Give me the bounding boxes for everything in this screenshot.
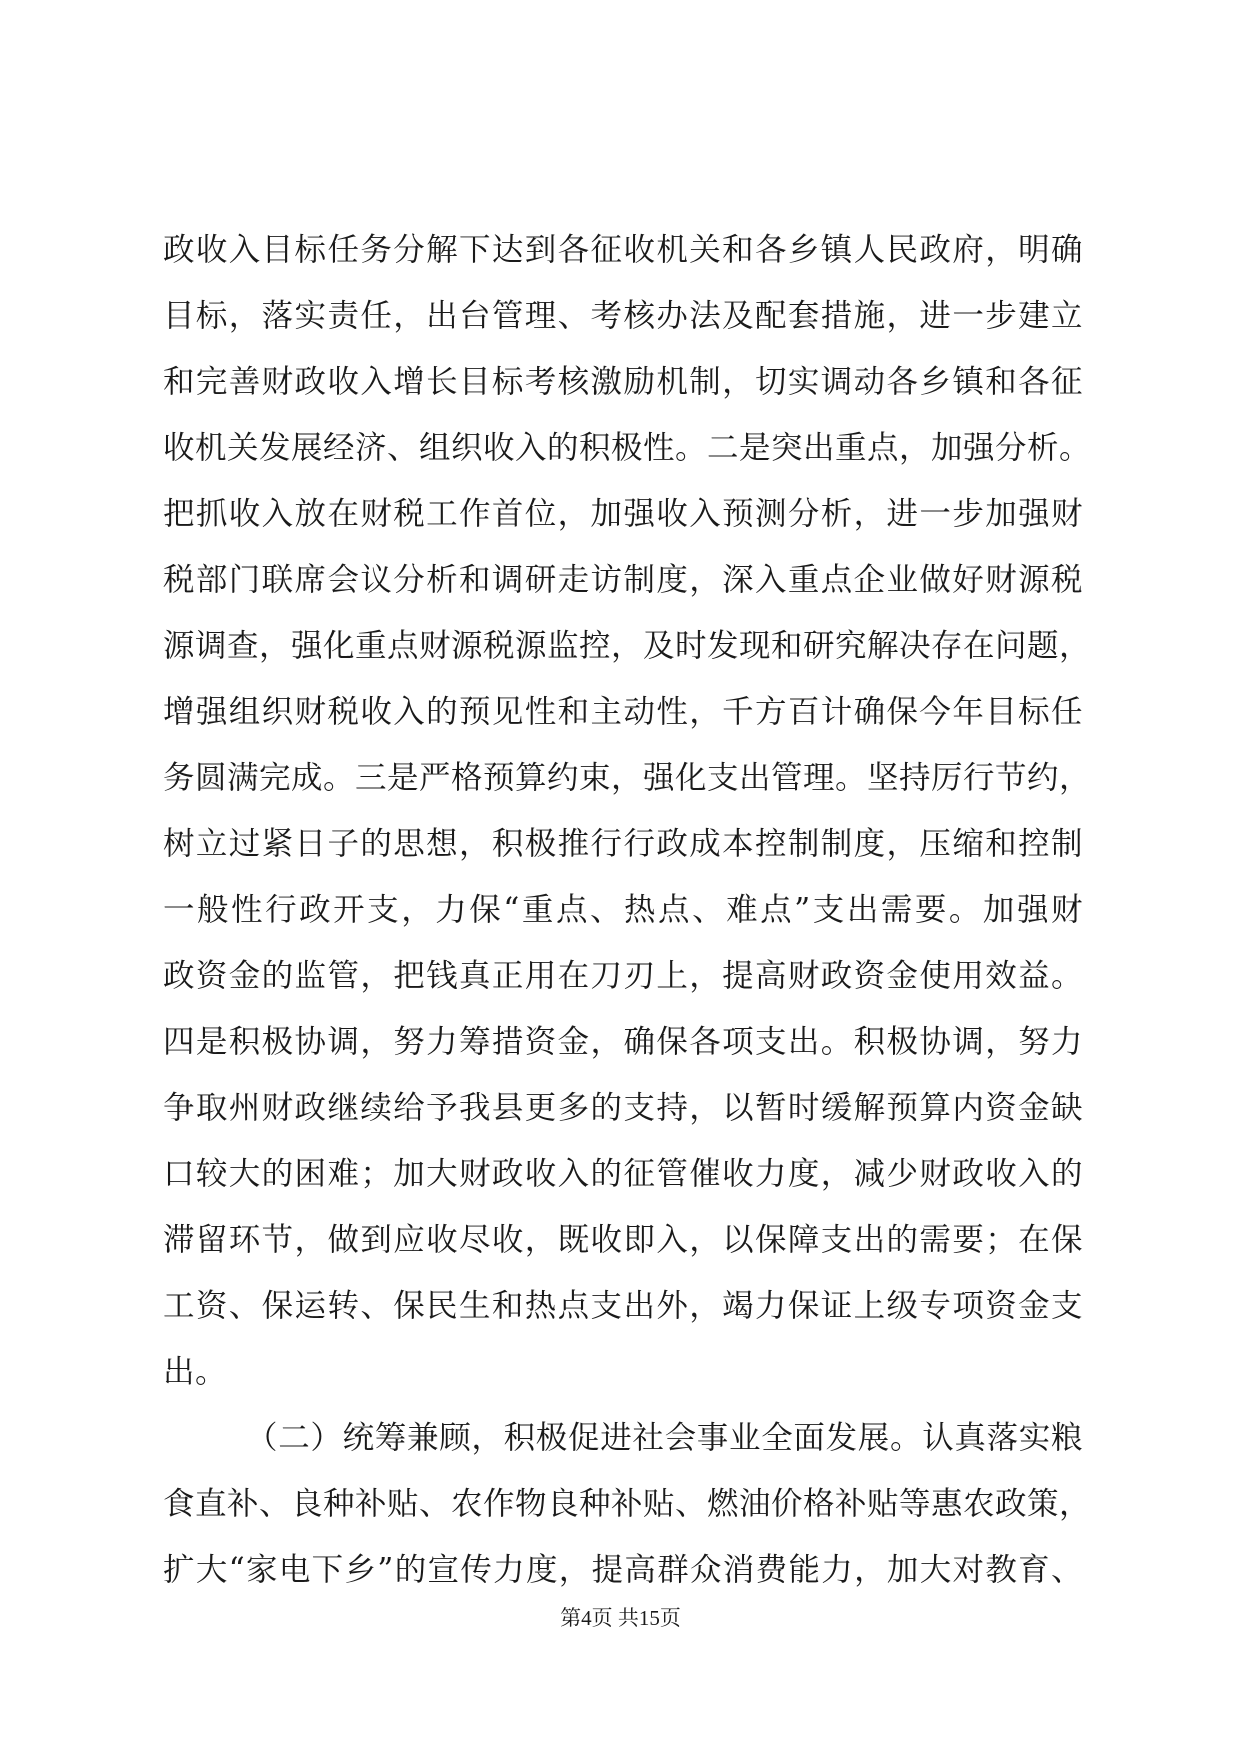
text-line: 税部门联席会议分析和调研走访制度，深入重点企业做好财源税 [163, 562, 1083, 598]
text-line: 出。 [163, 1354, 228, 1390]
text-line: 工资、保运转、保民生和热点支出外，竭力保证上级专项资金支 [163, 1288, 1083, 1324]
text-line: 树立过紧日子的思想，积极推行行政成本控制制度，压缩和控制 [163, 826, 1083, 862]
text-line: 一般性行政开支，力保“重点、热点、难点”支出需要。加强财 [163, 892, 1083, 928]
text-line: 食直补、良种补贴、农作物良种补贴、燃油价格补贴等惠农政策， [163, 1486, 1092, 1522]
page-number-footer: 第4页 共15页 [560, 1606, 681, 1630]
text-line: 争取州财政继续给予我县更多的支持，以暂时缓解预算内资金缺 [163, 1090, 1083, 1126]
text-line: 把抓收入放在财税工作首位，加强收入预测分析，进一步加强财 [163, 496, 1083, 532]
text-line: 务圆满完成。三是严格预算约束，强化支出管理。坚持厉行节约， [163, 760, 1092, 796]
text-line: 扩大“家电下乡”的宣传力度，提高群众消费能力，加大对教育、 [163, 1552, 1083, 1588]
text-line: 滞留环节，做到应收尽收，既收即入，以保障支出的需要；在保 [163, 1222, 1083, 1258]
text-line: 源调查，强化重点财源税源监控，及时发现和研究解决存在问题， [163, 628, 1092, 664]
text-line: 政资金的监管，把钱真正用在刀刃上，提高财政资金使用效益。 [163, 958, 1083, 994]
text-line: 增强组织财税收入的预见性和主动性，千方百计确保今年目标任 [163, 694, 1083, 730]
paragraph-first-line: （二）统筹兼顾，积极促进社会事业全面发展。认真落实粮 [246, 1420, 1083, 1456]
text-line: 目标，落实责任，出台管理、考核办法及配套措施，进一步建立 [163, 298, 1083, 334]
text-line: 和完善财政收入增长目标考核激励机制，切实调动各乡镇和各征 [163, 364, 1083, 400]
text-line: 四是积极协调，努力筹措资金，确保各项支出。积极协调，努力 [163, 1024, 1083, 1060]
text-line: 政收入目标任务分解下达到各征收机关和各乡镇人民政府，明确 [163, 232, 1083, 268]
text-line: 收机关发展经济、组织收入的积极性。二是突出重点，加强分析。 [163, 430, 1092, 466]
text-line: 口较大的困难；加大财政收入的征管催收力度，减少财政收入的 [163, 1156, 1083, 1192]
